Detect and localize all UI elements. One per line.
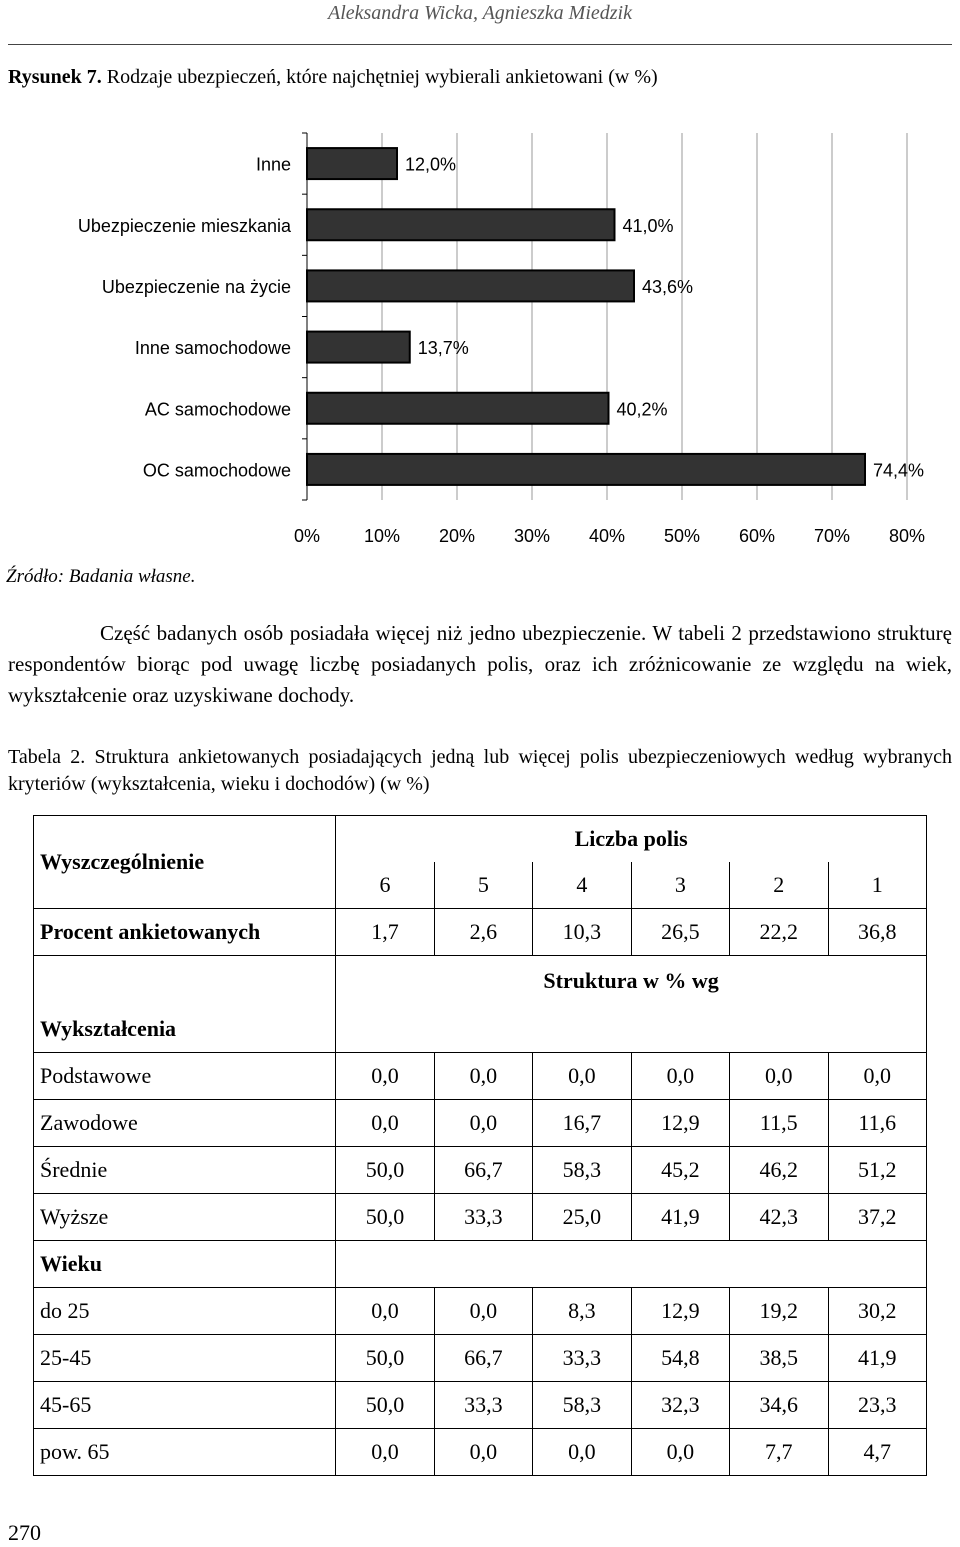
table-cell: 41,9 [631,1194,729,1241]
table-label: Tabela 2. [8,746,86,768]
table-cell: 37,2 [828,1194,927,1241]
category-label: Inne [255,154,291,175]
table-cell: 58,3 [533,1147,631,1194]
table-cell: 0,0 [434,1429,532,1476]
education-row [34,1194,927,1241]
page-number: 270 [8,1520,41,1545]
table-cell: 50,0 [336,1147,434,1194]
category-label: OC samochodowe [142,460,291,481]
percent-row [34,909,927,956]
bar [307,393,609,424]
table-cell: 0,0 [434,1053,532,1100]
x-tick-label: 70% [813,526,851,546]
table-cell: 36,8 [828,909,927,956]
table-cell: 30,2 [828,1288,927,1335]
bar [307,454,865,485]
table-cell: 0,0 [730,1053,828,1100]
education-row [34,1100,927,1147]
row-label: Podstawowe [34,1053,336,1100]
row-label: Średnie [34,1147,336,1194]
table-cell: 50,0 [336,1194,434,1241]
section-education-label: Wykształcenia [34,1006,336,1053]
table-cell: 34,6 [730,1382,828,1429]
table-cell: 0,0 [336,1429,434,1476]
data-label: 41,0% [622,215,674,236]
table-cell: 54,8 [631,1335,729,1382]
table-cell: 1,7 [336,909,434,956]
table-cell: 33,3 [434,1194,532,1241]
column-header-6: 6 [336,862,434,909]
table-cell: 41,9 [828,1335,927,1382]
table-cell: 11,5 [730,1100,828,1147]
x-tick-label: 20% [438,526,476,546]
table-cell: 0,0 [631,1429,729,1476]
structure-label: Struktura w % wg [336,956,927,1007]
structure-header-row [34,956,927,1007]
x-tick-label: 10% [363,526,401,546]
figure-label: Rysunek 7. [8,66,102,88]
running-header-author: Aleksandra Wicka, Agnieszka Miedzik [327,2,632,24]
table-cell: 22,2 [730,909,828,956]
column-header-1: 1 [828,862,927,909]
x-tick-label: 0% [293,526,321,546]
table-cell: 0,0 [336,1288,434,1335]
table-cell: 58,3 [533,1382,631,1429]
row-label: do 25 [34,1288,336,1335]
data-label: 40,2% [616,399,668,420]
table-cell: 42,3 [730,1194,828,1241]
table-cell: 46,2 [730,1147,828,1194]
column-header-2: 2 [730,862,828,909]
structure-spacer [34,956,336,1007]
table-cell: 0,0 [828,1053,927,1100]
figure-source: Źródło: Badania własne. [6,566,196,587]
table-cell: 26,5 [631,909,729,956]
table-cell: 7,7 [730,1429,828,1476]
table-cell: 0,0 [336,1053,434,1100]
table-cell: 50,0 [336,1382,434,1429]
body-paragraph: Część badanych osób posiadała więcej niż jedno ubezpieczenie. W tabeli 2 przedstawiono strukturę respondentów biorąc pod uwagę liczbę posiadanych polis, oraz ich zróżnicowanie ze względu na wiek, wykształcenie oraz uzyskiwane dochody. [8,621,952,707]
table-cell: 0,0 [533,1429,631,1476]
education-row [34,1147,927,1194]
x-tick-label: 40% [588,526,626,546]
bar-chart [0,0,960,560]
table-cell: 38,5 [730,1335,828,1382]
table-cell: 12,9 [631,1288,729,1335]
section-age-spacer [336,1241,927,1288]
table-cell: 23,3 [828,1382,927,1429]
table-cell: 10,3 [533,909,631,956]
data-label: 74,4% [873,460,925,481]
table-cell: 32,3 [631,1382,729,1429]
table-cell: 66,7 [434,1147,532,1194]
table-cell: 33,3 [533,1335,631,1382]
education-row [34,1053,927,1100]
table-cell: 51,2 [828,1147,927,1194]
row-label: 45-65 [34,1382,336,1429]
age-row [34,1429,927,1476]
table-cell: 2,6 [434,909,532,956]
table-cell: 0,0 [336,1100,434,1147]
table-cell: 12,9 [631,1100,729,1147]
category-label: Ubezpieczenie mieszkania [77,215,291,236]
age-row [34,1288,927,1335]
age-row [34,1382,927,1429]
bar [307,148,397,179]
table-cell: 19,2 [730,1288,828,1335]
column-header-4: 4 [533,862,631,909]
table-cell: 45,2 [631,1147,729,1194]
table-cell: 0,0 [631,1053,729,1100]
table-caption [8,744,952,798]
x-tick-label: 80% [888,526,926,546]
table-cell: 0,0 [533,1053,631,1100]
table-cell: 25,0 [533,1194,631,1241]
table-cell: 0,0 [434,1288,532,1335]
category-label: Ubezpieczenie na życie [101,276,291,297]
column-header-5: 5 [434,862,532,909]
table-cell: 33,3 [434,1382,532,1429]
category-label: AC samochodowe [144,399,291,420]
x-tick-label: 50% [663,526,701,546]
table-caption-text: Struktura ankietowanych posiadających jedną lub więcej polis ubezpieczeniowych według wybranych kryteriów (wykształcenia, wieku i dochodów) (w %) [8,746,952,795]
data-label: 43,6% [642,276,694,297]
data-label: 13,7% [417,338,469,359]
row-label: 25-45 [34,1335,336,1382]
table-cell: 8,3 [533,1288,631,1335]
figure-title: Rodzaje ubezpieczeń, które najchętniej wybierali ankietowani (w %) [106,66,658,88]
data-label: 12,0% [405,154,457,175]
section-education-spacer [336,1006,927,1053]
category-label: Inne samochodowe [134,338,291,359]
table-cell: 66,7 [434,1335,532,1382]
x-tick-label: 30% [513,526,551,546]
table-cell: 50,0 [336,1335,434,1382]
section-age-row [34,1241,927,1288]
table-cell: 16,7 [533,1100,631,1147]
column-header-3: 3 [631,862,729,909]
bar [307,270,634,301]
section-age-label: Wieku [34,1241,336,1288]
header-group-cell: Liczba polis [336,816,927,863]
table-cell: 4,7 [828,1429,927,1476]
row-label: Wyższe [34,1194,336,1241]
age-row [34,1335,927,1382]
bar [307,209,615,240]
section-education-row [34,1006,927,1053]
table-cell: 11,6 [828,1100,927,1147]
header-label-cell: Wyszczególnienie [34,816,336,909]
table-cell: 0,0 [434,1100,532,1147]
row-label: Zawodowe [34,1100,336,1147]
data-table [33,815,927,1476]
x-tick-label: 60% [738,526,776,546]
bar [307,332,410,363]
table-header-row [34,816,927,863]
row-label: pow. 65 [34,1429,336,1476]
row-label: Procent ankietowanych [34,909,336,956]
